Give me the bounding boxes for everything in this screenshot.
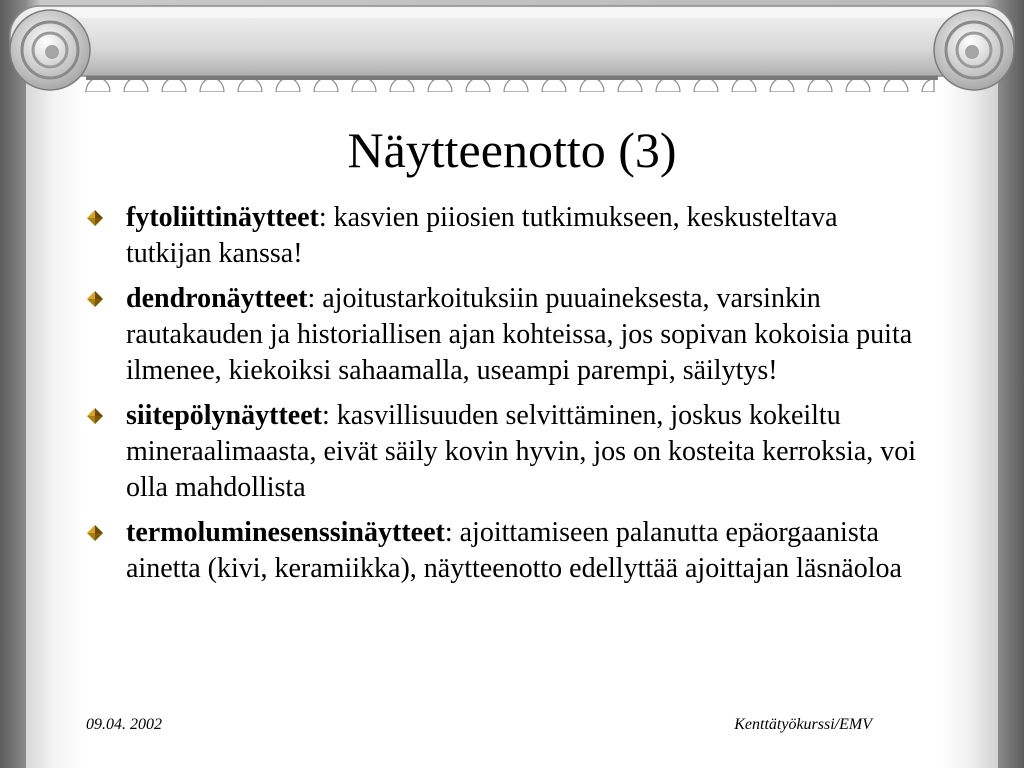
diamond-bullet-icon: [86, 407, 104, 425]
bullet-text: : kasvien piiosien tutkimukseen, keskusteltava tutkijan kanssa!: [126, 202, 838, 269]
bullet-term: termoluminesenssinäytteet: [126, 517, 445, 548]
list-item: [86, 281, 926, 389]
footer-date: 09.04. 2002: [86, 716, 162, 733]
bullet-text: : ajoitustarkoituksiin puuaineksesta, varsinkin rautakauden ja historiallisen ajan kohteissa, jos sopivan kokoisia puita ilmenee, kiekoiksi sahaamalla, useampi parempi, säilytys!: [126, 283, 913, 386]
list-item: [86, 398, 926, 506]
right-volute-icon: [934, 10, 1014, 90]
bullet-text: : kasvillisuuden selvittäminen, joskus kokeiltu mineraalimaasta, eivät säily kovin hyvin, jos on kosteita kerroksia, voi olla mahdollista: [126, 400, 917, 503]
bullet-text: : ajoittamiseen palanutta epäorgaanista ainetta (kivi, keramiikka), näytteenotto edellyttää ajoittajan läsnäoloa: [126, 517, 902, 584]
list-item: [86, 515, 926, 587]
bullet-term: siitepölynäytteet: [126, 400, 322, 431]
footer-course: Kenttätyökurssi/EMV: [734, 716, 872, 733]
bullet-term: dendronäytteet: [126, 283, 308, 314]
diamond-bullet-icon: [86, 290, 104, 308]
bullet-term: fytoliittinäytteet: [126, 202, 319, 233]
left-volute-icon: [10, 10, 90, 90]
bullet-list: [86, 200, 926, 596]
ionic-column-capital: [0, 0, 1024, 100]
slide-title: Näytteenotto (3): [347, 122, 677, 178]
list-item: [86, 200, 926, 272]
diamond-bullet-icon: [86, 524, 104, 542]
diamond-bullet-icon: [86, 209, 104, 227]
